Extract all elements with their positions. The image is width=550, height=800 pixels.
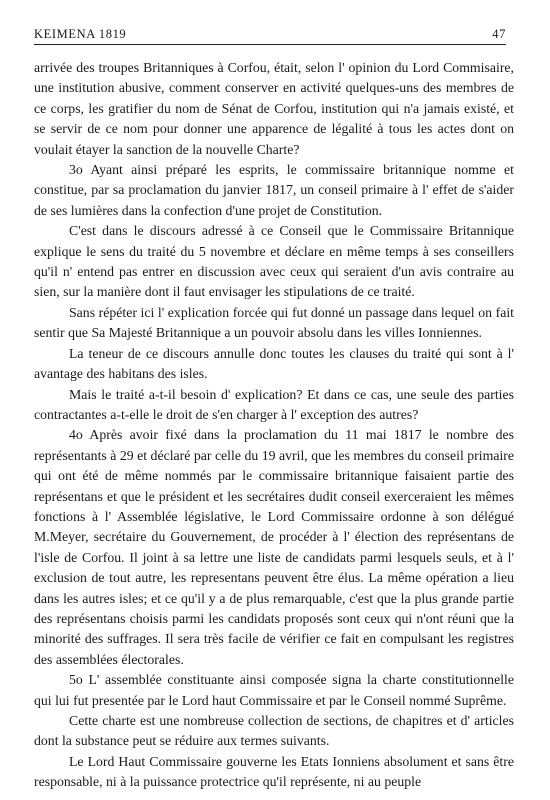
paragraph: C'est dans le discours adressé à ce Conseil que le Commissaire Britannique explique le sens du traité du 5 novembre et déclare en même temps à ses conseillers qu'il n' entend pas entrer en discussion avec ceux qui seraient d'un avis contraire au sien, sur la manière dont il faut envisager les stipulations de ce traité. — [34, 223, 514, 300]
paragraph: 3o Ayant ainsi préparé les esprits, le commissaire britannique nomme et constitue, par sa proclamation du janvier 1817, un conseil primaire à l' effet de s'aider de ses lumières dans la confection d'une projet de Constitution. — [34, 162, 514, 218]
paragraph: arrivée des troupes Britanniques à Corfou, était, selon l' opinion du Lord Commisaire, une institution abusive, comment conserver en activité quelques-uns des membres de ce corps, les gratifier du nom de Sénat de Corfou, institution qui n'a jamais existé, et se servir de ce nom pour donner une apparence de légalité à tous les actes dont on voulait étayer la sanction de la nouvelle Charte? — [34, 60, 514, 157]
paragraph: Cette charte est une nombreuse collection de sections, de chapitres et d' articles dont la substance peut se réduire aux termes suivants. — [34, 713, 514, 749]
paragraph: Le Lord Haut Commissaire gouverne les Etats Ionniens absolument et sans être responsable, ni à la puissance protectrice qu'il représente, ni au peuple — [34, 753, 514, 790]
running-header — [34, 22, 506, 45]
running-title: KEIMENA 1819 — [34, 27, 127, 41]
paragraph: La teneur de ce discours annulle donc toutes les clauses du traité qui sont à l' avantage des habitans des isles. — [34, 345, 514, 382]
paragraph: Mais le traité a-t-il besoin d' explication? Et dans ce cas, une seule des parties contractantes a-t-elle le droit de s'en charger à l' exception des autres? — [34, 386, 514, 422]
body-text — [34, 58, 514, 793]
paragraph: 4o Après avoir fixé dans la proclamation du 11 mai 1817 le nombre des représentants à 29 et déclaré par celle du 19 avril, que les membres du conseil primaire qui ont été de même nommés par le commissaire britannique faisaient partie des représentans et que le président et les secrétaires dudit conseil exerceraient les mêmes fonctions à l' Assemblée législative, le Lord Commissaire ordonne à son délégué M.Meyer, secrétaire du Gouvernement, de procéder à l' élection des représentans de l'isle de Corfou. Il joint à sa lettre une liste de candidats parmi lesquels seuls, et à l' exclusion de tout autre, les representans peuvent être élus. La même opération a lieu dans les autres isles; et ce qu'il y a de plus remarquable, c'est que la plus grande partie des représentans choisis parmi les candidats proposés sont ceux qui n'ont réuni que la minorité des suffrages. Il sera très facile de vérifier ce fait en compulsant les registres des assemblées électorales. — [34, 427, 514, 667]
page-number: 47 — [492, 27, 506, 41]
paragraph: Sans répéter ici l' explication forcée qui fut donné un passage dans lequel on fait sentir que Sa Majesté Britannique a un pouvoir absolu dans les villes Ionniennes. — [34, 304, 514, 341]
paragraph: 5o L' assemblée constituante ainsi composée signa la charte constitutionnelle qui lui fut presentée par le Lord haut Commissaire et par le Conseil nommé Suprême. — [34, 672, 514, 708]
